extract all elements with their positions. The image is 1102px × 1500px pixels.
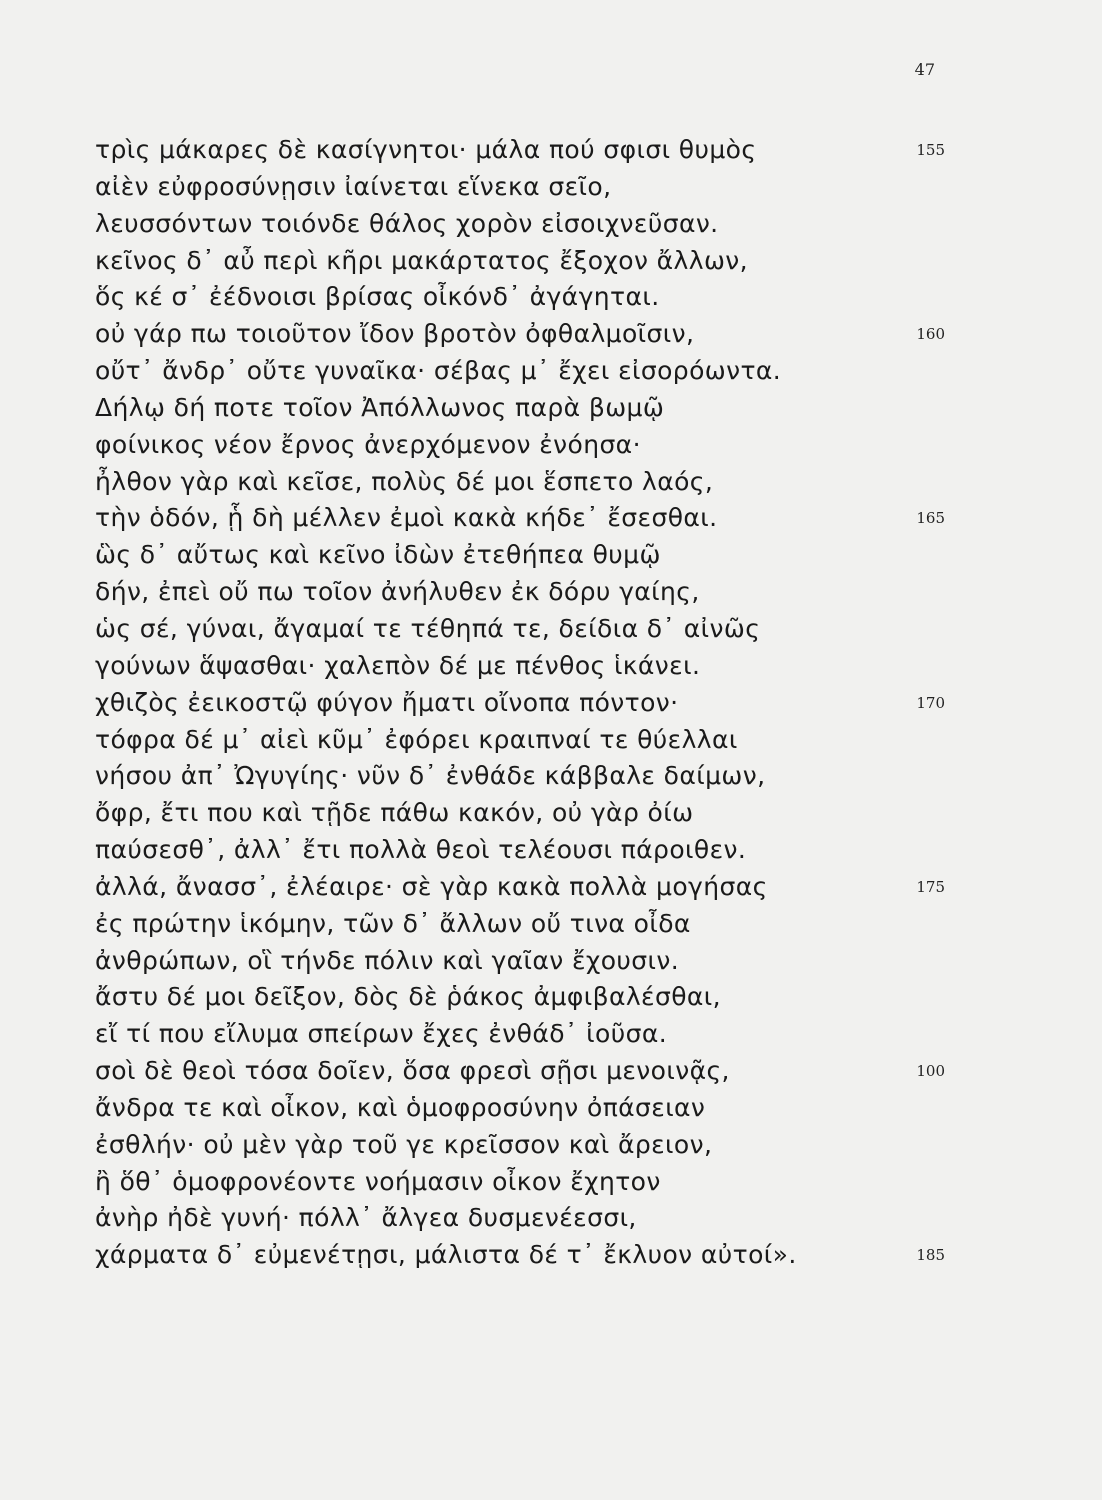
verse-text: λευσσόντων τοιόνδε θάλος χορὸν εἰσοιχνεῦσαν.	[95, 208, 719, 238]
verse-line	[95, 390, 975, 427]
verse-text: τρὶς μάκαρες δὲ κασίγνητοι· μάλα πού σφισι θυμὸς	[95, 135, 757, 164]
verse-text: σοὶ δὲ θεοὶ τόσα δοῖεν, ὅσα φρεσὶ σῇσι μενοινᾷς,	[95, 1056, 730, 1086]
verse-line	[95, 795, 975, 832]
verse-line	[95, 574, 975, 611]
line-number: 155	[916, 141, 945, 159]
verse-line	[95, 611, 975, 648]
verse-line	[95, 685, 975, 722]
verse-text: χάρματα δ᾽ εὐμενέτῃσι, μάλιστα δέ τ᾽ ἔκλυον αὐτοί».	[95, 1240, 797, 1270]
verse-text: ἀνθρώπων, οἳ τήνδε πόλιν καὶ γαῖαν ἔχουσιν.	[95, 945, 680, 975]
verse-line	[95, 353, 975, 390]
verse-line	[95, 979, 975, 1016]
verse-text: ὅς κέ σ᾽ ἐέδνοισι βρίσας οἶκόνδ᾽ ἀγάγηται.	[95, 282, 660, 312]
verse-text: αἰὲν εὐφροσύνῃσιν ἰαίνεται εἵνεκα σεῖο,	[95, 171, 612, 201]
verse-text: ὣς δ᾽ αὔτως καὶ κεῖνο ἰδὼν ἐτεθήπεα θυμῷ	[95, 540, 661, 570]
verse-text: ἀλλά, ἄνασσ᾽, ἐλέαιρε· σὲ γὰρ κακὰ πολλὰ μογήσας	[95, 871, 768, 901]
verse-text: ὄφρ, ἔτι που καὶ τῇδε πάθω κακόν, οὐ γὰρ ὀίω	[95, 798, 694, 828]
verse-text: ἀνὴρ ἠδὲ γυνή· πόλλ᾽ ἄλγεα δυσμενέεσσι,	[95, 1203, 637, 1233]
verse-line	[95, 464, 975, 501]
verse-line	[95, 169, 975, 206]
verse-text: δήν, ἐπεὶ οὔ πω τοῖον ἀνήλυθεν ἐκ δόρυ γαίης,	[95, 577, 700, 607]
verse-line	[95, 1200, 975, 1237]
verse-text: χθιζὸς ἐεικοστῷ φύγον ἤματι οἴνοπα πόντον·	[95, 687, 679, 717]
verse-line	[95, 1237, 975, 1274]
verse-line	[95, 1053, 975, 1090]
verse-text: τόφρα δέ μ᾽ αἰεὶ κῦμ᾽ ἐφόρει κραιπναί τε θύελλαι	[95, 724, 738, 754]
verse-text: φοίνικος νέον ἔρνος ἀνερχόμενον ἐνόησα·	[95, 429, 641, 459]
verse-text: ἄνδρα τε καὶ οἶκον, καὶ ὁμοφροσύνην ὀπάσειαν	[95, 1092, 706, 1122]
verse-line	[95, 869, 975, 906]
page-number: 47	[914, 60, 935, 79]
verse-text: τὴν ὁδόν, ᾗ δὴ μέλλεν ἐμοὶ κακὰ κήδε᾽ ἔσεσθαι.	[95, 503, 718, 533]
verse-line	[95, 832, 975, 869]
verse-line	[95, 758, 975, 795]
verse-line	[95, 1127, 975, 1164]
verse-text: ἐσθλήν· οὐ μὲν γὰρ τοῦ γε κρεῖσσον καὶ ἄρειον,	[95, 1129, 713, 1159]
verse-line	[95, 943, 975, 980]
verse-text: ἄστυ δέ μοι δεῖξον, δὸς δὲ ῥάκος ἀμφιβαλέσθαι,	[95, 982, 721, 1012]
verse-text: Δήλῳ δή ποτε τοῖον Ἀπόλλωνος παρὰ βωμῷ	[95, 392, 665, 422]
verse-line	[95, 537, 975, 574]
verse-text: νήσου ἀπ᾽ Ὠγυγίης· νῦν δ᾽ ἐνθάδε κάββαλε δαίμων,	[95, 761, 766, 791]
verse-text: ἦλθον γὰρ καὶ κεῖσε, πολὺς δέ μοι ἕσπετο λαός,	[95, 466, 714, 496]
line-number: 185	[916, 1246, 945, 1265]
poem-text	[95, 132, 975, 1274]
verse-line	[95, 500, 975, 537]
verse-text: γούνων ἅψασθαι· χαλεπὸν δέ με πένθος ἱκάνει.	[95, 650, 701, 680]
verse-text: κεῖνος δ᾽ αὖ περὶ κῆρι μακάρτατος ἔξοχον ἄλλων,	[95, 245, 748, 275]
verse-line	[95, 427, 975, 464]
verse-line	[95, 1016, 975, 1053]
line-number: 175	[916, 877, 945, 896]
line-number: 170	[916, 693, 945, 712]
verse-line	[95, 722, 975, 759]
verse-line	[95, 243, 975, 280]
verse-line	[95, 1164, 975, 1201]
verse-line	[95, 1090, 975, 1127]
verse-line	[95, 906, 975, 943]
line-number: 100	[916, 1062, 945, 1081]
line-number: 165	[916, 509, 945, 528]
verse-line	[95, 132, 975, 169]
verse-line	[95, 648, 975, 685]
verse-text: ἐς πρώτην ἱκόμην, τῶν δ᾽ ἄλλων οὔ τινα οἶδα	[95, 908, 691, 938]
verse-line	[95, 279, 975, 316]
verse-line	[95, 206, 975, 243]
verse-text: οὐ γάρ πω τοιοῦτον ἴδον βροτὸν ὀφθαλμοῖσιν,	[95, 319, 695, 349]
verse-text: παύσεσθ᾽, ἀλλ᾽ ἔτι πολλὰ θεοὶ τελέουσι πάροιθεν.	[95, 835, 747, 865]
verse-text: οὔτ᾽ ἄνδρ᾽ οὔτε γυναῖκα· σέβας μ᾽ ἔχει εἰσορόωντα.	[95, 356, 782, 386]
verse-text: εἴ τί που εἴλυμα σπείρων ἔχες ἐνθάδ᾽ ἰοῦσα.	[95, 1019, 668, 1049]
verse-line	[95, 316, 975, 353]
verse-text: ὡς σέ, γύναι, ἄγαμαί τε τέθηπά τε, δείδια δ᾽ αἰνῶς	[95, 613, 761, 643]
line-number: 160	[916, 325, 945, 344]
verse-text: ἢ ὅθ᾽ ὁμοφρονέοντε νοήμασιν οἶκον ἔχητον	[95, 1166, 661, 1196]
